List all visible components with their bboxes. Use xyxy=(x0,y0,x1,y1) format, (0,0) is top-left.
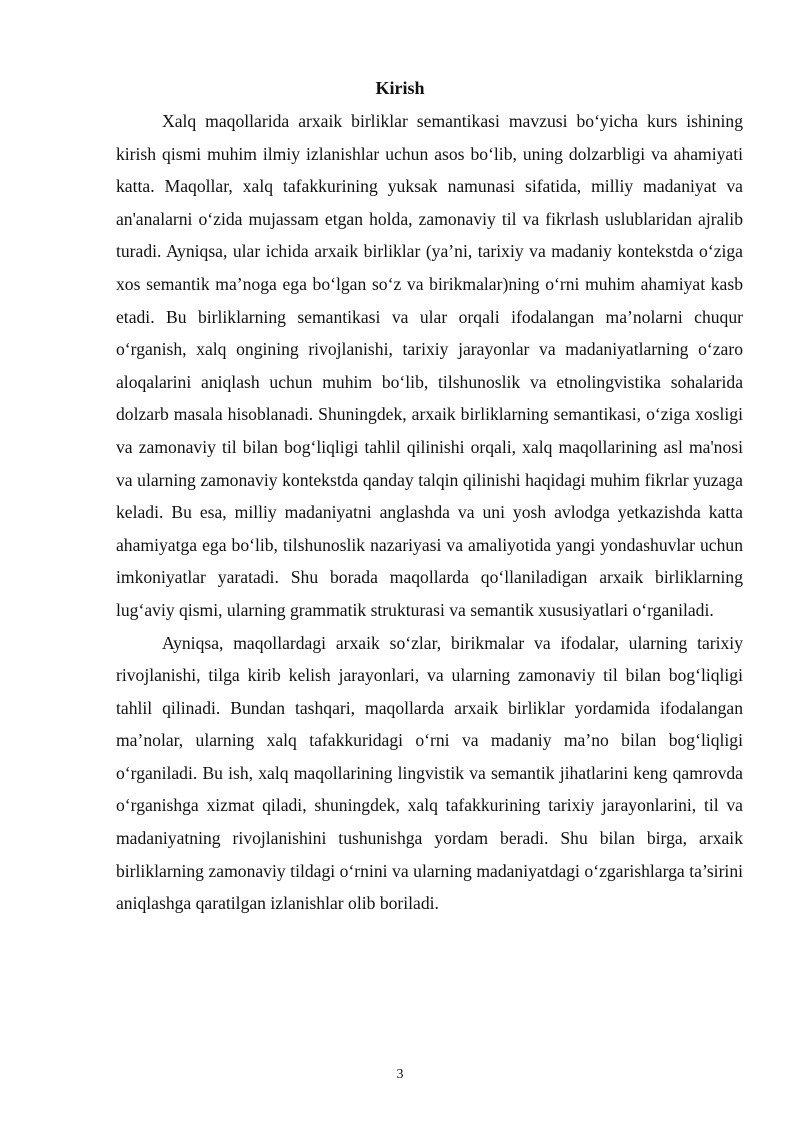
body-text xyxy=(116,105,743,920)
paragraph: Ayniqsa, maqollardagi arxaik so‘zlar, birikmalar va ifodalar, ularning tarixiy rivojlanishi, tilga kirib kelish jarayonlari, va ularning zamonaviy til bilan bog‘liqligi tahlil qilinadi. Bundan tashqari, maqollarda arxaik birliklar yordamida ifodalangan ma’nolar, ularning xalq tafakkuridagi o‘rni va madaniy ma’no bilan bog‘liqligi o‘rganiladi. Bu ish, xalq maqollarining lingvistik va semantik jihatlarini keng qamrovda o‘rganishga xizmat qiladi, shuningdek, xalq tafakkurining tarixiy jarayonlarini, til va madaniyatning rivojlanishini tushunishga yordam beradi. Shu bilan birga, arxaik birliklarning zamonaviy tildagi o‘rnini va ularning madaniyatdagi o‘zgarishlarga ta’sirini aniqlashga qaratilgan izlanishlar olib boriladi. xyxy=(116,632,743,914)
page-number: 3 xyxy=(396,1067,404,1082)
section-title: Kirish xyxy=(375,78,425,98)
paragraph: Xalq maqollarida arxaik birliklar semantikasi mavzusi bo‘yicha kurs ishining kirish qismi muhim ilmiy izlanishlar uchun asos bo‘lib, uning dolzarbligi va ahamiyati katta. Maqollar, xalq tafakkurining yuksak namunasi sifatida, milliy madaniyat va an'analarni o‘zida mujassam etgan holda, zamonaviy til va fikrlash uslublaridan ajralib turadi. Ayniqsa, ular ichida arxaik birliklar (ya’ni, tarixiy va madaniy kontekstda o‘ziga xos semantik ma’noga ega bo‘lgan so‘z va birikmalar)ning o‘rni muhim ahamiyat kasb etadi. Bu birliklarning semantikasi va ular orqali ifodalangan ma’nolarni chuqur o‘rganish, xalq ongining rivojlanishi, tarixiy jarayonlar va madaniyatlarning o‘zaro aloqalarini aniqlash uchun muhim bo‘lib, tilshunoslik va etnolingvistika sohalarida dolzarb masala hisoblanadi. Shuningdek, arxaik birliklarning semantikasi, o‘ziga xosligi va zamonaviy til bilan bog‘liqligi tahlil qilinishi orqali, xalq maqollarining asl ma'nosi va ularning zamonaviy kontekstda qanday talqin qilinishi haqidagi muhim fikrlar yuzaga keladi. Bu esa, milliy madaniyatni anglashda va uni yosh avlodga yetkazishda katta ahamiyatga ega bo‘lib, tilshunoslik nazariyasi va amaliyotida yangi yondashuvlar uchun imkoniyatlar yaratadi. Shu borada maqollarda qo‘llaniladigan arxaik birliklarning lug‘aviy qismi, ularning grammatik strukturasi va semantik xususiyatlari o‘rganiladi. xyxy=(116,111,743,620)
